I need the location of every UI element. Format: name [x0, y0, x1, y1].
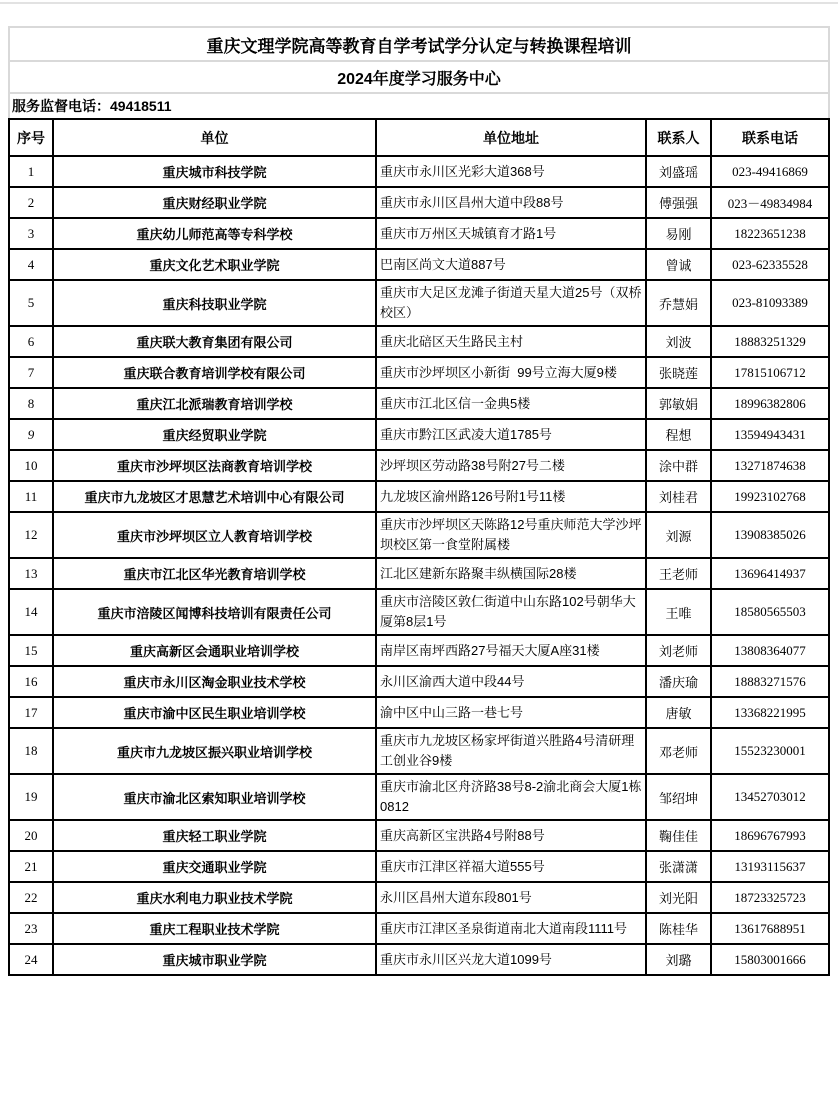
row-index-cell: 20: [9, 820, 53, 851]
phone-cell: 15523230001: [711, 728, 829, 774]
address-cell: 重庆市渝北区舟济路38号8-2渝北商会大厦1栋0812: [376, 774, 646, 820]
supervision-phone-row: [9, 93, 829, 118]
table-row: [9, 218, 829, 249]
phone-cell: 13808364077: [711, 635, 829, 666]
row-index-cell: 17: [9, 697, 53, 728]
service-centers-table: [8, 118, 830, 976]
contact-cell: 刘桂君: [646, 481, 711, 512]
table-row: [9, 419, 829, 450]
unit-cell: 重庆市九龙坡区振兴职业培训学校: [53, 728, 376, 774]
phone-cell: 13271874638: [711, 450, 829, 481]
table-body: [9, 156, 829, 975]
top-divider-rule: [0, 2, 838, 4]
table-row: [9, 249, 829, 280]
contact-cell: 邹绍坤: [646, 774, 711, 820]
table-row: [9, 280, 829, 326]
unit-cell: 重庆城市科技学院: [53, 156, 376, 187]
phone-cell: 13452703012: [711, 774, 829, 820]
row-index-cell: 6: [9, 326, 53, 357]
phone-cell: 023-81093389: [711, 280, 829, 326]
unit-cell: 重庆高新区会通职业培训学校: [53, 635, 376, 666]
table-row: [9, 820, 829, 851]
contact-cell: 程想: [646, 419, 711, 450]
contact-cell: 易刚: [646, 218, 711, 249]
title-row-1: [9, 27, 829, 61]
phone-cell: 023-62335528: [711, 249, 829, 280]
contact-cell: 刘源: [646, 512, 711, 558]
table-row: [9, 728, 829, 774]
table-row: [9, 187, 829, 218]
row-index-cell: 19: [9, 774, 53, 820]
address-cell: 重庆市江津区祥福大道555号: [376, 851, 646, 882]
phone-cell: 15803001666: [711, 944, 829, 975]
document-title: 重庆文理学院高等教育自学考试学分认定与转换课程培训: [9, 27, 829, 61]
contact-cell: 潘庆瑜: [646, 666, 711, 697]
unit-cell: 重庆交通职业学院: [53, 851, 376, 882]
unit-cell: 重庆文化艺术职业学院: [53, 249, 376, 280]
unit-cell: 重庆轻工职业学院: [53, 820, 376, 851]
phone-cell: 13696414937: [711, 558, 829, 589]
row-index-cell: 14: [9, 589, 53, 635]
contact-cell: 刘盛瑶: [646, 156, 711, 187]
phone-cell: 13193115637: [711, 851, 829, 882]
unit-cell: 重庆市永川区淘金职业技术学校: [53, 666, 376, 697]
address-cell: 重庆市永川区昌州大道中段88号: [376, 187, 646, 218]
document-subtitle: 2024年度学习服务中心: [9, 61, 829, 93]
table-row: [9, 450, 829, 481]
table-row: [9, 589, 829, 635]
table-row: [9, 357, 829, 388]
table-row: [9, 388, 829, 419]
table-row: [9, 156, 829, 187]
unit-cell: 重庆市沙坪坝区立人教育培训学校: [53, 512, 376, 558]
address-cell: 重庆市江北区信一金典5楼: [376, 388, 646, 419]
address-cell: 重庆高新区宝洪路4号附88号: [376, 820, 646, 851]
contact-cell: 刘璐: [646, 944, 711, 975]
unit-cell: 重庆联合教育培训学校有限公司: [53, 357, 376, 388]
unit-cell: 重庆联大教育集团有限公司: [53, 326, 376, 357]
row-index-cell: 7: [9, 357, 53, 388]
phone-cell: 18580565503: [711, 589, 829, 635]
contact-cell: 曾诚: [646, 249, 711, 280]
row-index-cell: 21: [9, 851, 53, 882]
table-row: [9, 512, 829, 558]
title-row-2: [9, 61, 829, 93]
contact-cell: 王唯: [646, 589, 711, 635]
contact-cell: 乔慧娟: [646, 280, 711, 326]
row-index-cell: 24: [9, 944, 53, 975]
contact-cell: 鞠佳佳: [646, 820, 711, 851]
address-cell: 南岸区南坪西路27号福天大厦A座31楼: [376, 635, 646, 666]
phone-cell: 13594943431: [711, 419, 829, 450]
unit-cell: 重庆市渝北区索知职业培训学校: [53, 774, 376, 820]
phone-cell: 18996382806: [711, 388, 829, 419]
row-index-cell: 11: [9, 481, 53, 512]
phone-cell: 13617688951: [711, 913, 829, 944]
phone-cell: 13368221995: [711, 697, 829, 728]
address-cell: 九龙坡区渝州路126号附1号11楼: [376, 481, 646, 512]
header-phone: 联系电话: [711, 119, 829, 156]
address-cell: 重庆市黔江区武凌大道1785号: [376, 419, 646, 450]
unit-cell: 重庆经贸职业学院: [53, 419, 376, 450]
row-index-cell: 22: [9, 882, 53, 913]
unit-cell: 重庆工程职业技术学院: [53, 913, 376, 944]
address-cell: 巴南区尚文大道887号: [376, 249, 646, 280]
row-index-cell: 18: [9, 728, 53, 774]
address-cell: 重庆市万州区天城镇育才路1号: [376, 218, 646, 249]
table-row: [9, 774, 829, 820]
address-cell: 重庆市沙坪坝区小新街 99号立海大厦9楼: [376, 357, 646, 388]
unit-cell: 重庆市涪陵区闻博科技培训有限责任公司: [53, 589, 376, 635]
contact-cell: 张晓莲: [646, 357, 711, 388]
unit-cell: 重庆财经职业学院: [53, 187, 376, 218]
row-index-cell: 8: [9, 388, 53, 419]
row-index-cell: 10: [9, 450, 53, 481]
table-row: [9, 851, 829, 882]
address-cell: 重庆市大足区龙滩子街道天星大道25号（双桥校区）: [376, 280, 646, 326]
table-row: [9, 635, 829, 666]
contact-cell: 陈桂华: [646, 913, 711, 944]
row-index-cell: 3: [9, 218, 53, 249]
phone-cell: 13908385026: [711, 512, 829, 558]
header-address: 单位地址: [376, 119, 646, 156]
unit-cell: 重庆江北派瑞教育培训学校: [53, 388, 376, 419]
table-row: [9, 326, 829, 357]
table-header-row: [9, 119, 829, 156]
unit-cell: 重庆市江北区华光教育培训学校: [53, 558, 376, 589]
phone-cell: 18883271576: [711, 666, 829, 697]
phone-cell: 18696767993: [711, 820, 829, 851]
phone-cell: 023-49416869: [711, 156, 829, 187]
address-cell: 重庆市沙坪坝区天陈路12号重庆师范大学沙坪坝校区第一食堂附属楼: [376, 512, 646, 558]
phone-cell: 18223651238: [711, 218, 829, 249]
address-cell: 重庆北碚区天生路民主村: [376, 326, 646, 357]
address-cell: 重庆市九龙坡区杨家坪街道兴胜路4号清研理工创业谷9楼: [376, 728, 646, 774]
contact-cell: 刘光阳: [646, 882, 711, 913]
address-cell: 重庆市江津区圣泉街道南北大道南段1111号: [376, 913, 646, 944]
unit-cell: 重庆幼儿师范高等专科学校: [53, 218, 376, 249]
contact-cell: 傅强强: [646, 187, 711, 218]
phone-cell: 18883251329: [711, 326, 829, 357]
table-row: [9, 913, 829, 944]
phone-cell: 19923102768: [711, 481, 829, 512]
row-index-cell: 12: [9, 512, 53, 558]
table-row: [9, 481, 829, 512]
address-cell: 重庆市永川区光彩大道368号: [376, 156, 646, 187]
address-cell: 永川区渝西大道中段44号: [376, 666, 646, 697]
row-index-cell: 4: [9, 249, 53, 280]
address-cell: 江北区建新东路聚丰纵横国际28楼: [376, 558, 646, 589]
phone-cell: 17815106712: [711, 357, 829, 388]
table-row: [9, 882, 829, 913]
document-sheet: [8, 26, 828, 976]
row-index-cell: 13: [9, 558, 53, 589]
contact-cell: 刘波: [646, 326, 711, 357]
contact-cell: 唐敏: [646, 697, 711, 728]
row-index-cell: 5: [9, 280, 53, 326]
contact-cell: 刘老师: [646, 635, 711, 666]
contact-cell: 王老师: [646, 558, 711, 589]
row-index-cell: 1: [9, 156, 53, 187]
contact-cell: 邓老师: [646, 728, 711, 774]
unit-cell: 重庆市九龙坡区才思慧艺术培训中心有限公司: [53, 481, 376, 512]
contact-cell: 涂中群: [646, 450, 711, 481]
supervision-phone-text: 服务监督电话：49418511: [9, 93, 829, 118]
address-cell: 重庆市永川区兴龙大道1099号: [376, 944, 646, 975]
unit-cell: 重庆城市职业学院: [53, 944, 376, 975]
header-row-index: 序号: [9, 119, 53, 156]
table-row: [9, 558, 829, 589]
phone-cell: 023－49834984: [711, 187, 829, 218]
row-index-cell: 16: [9, 666, 53, 697]
row-index-cell: 23: [9, 913, 53, 944]
unit-cell: 重庆科技职业学院: [53, 280, 376, 326]
address-cell: 沙坪坝区劳动路38号附27号二楼: [376, 450, 646, 481]
address-cell: 渝中区中山三路一巷七号: [376, 697, 646, 728]
row-index-cell: 2: [9, 187, 53, 218]
contact-cell: 郭敏娟: [646, 388, 711, 419]
table-row: [9, 944, 829, 975]
table-row: [9, 697, 829, 728]
unit-cell: 重庆市沙坪坝区法商教育培训学校: [53, 450, 376, 481]
title-block: [8, 26, 830, 118]
header-contact: 联系人: [646, 119, 711, 156]
header-unit: 单位: [53, 119, 376, 156]
table-row: [9, 666, 829, 697]
address-cell: 永川区昌州大道东段801号: [376, 882, 646, 913]
phone-cell: 18723325723: [711, 882, 829, 913]
row-index-cell: 9: [9, 419, 53, 450]
unit-cell: 重庆水利电力职业技术学院: [53, 882, 376, 913]
contact-cell: 张潇潇: [646, 851, 711, 882]
unit-cell: 重庆市渝中区民生职业培训学校: [53, 697, 376, 728]
address-cell: 重庆市涪陵区敦仁街道中山东路102号朝华大厦第8层1号: [376, 589, 646, 635]
row-index-cell: 15: [9, 635, 53, 666]
